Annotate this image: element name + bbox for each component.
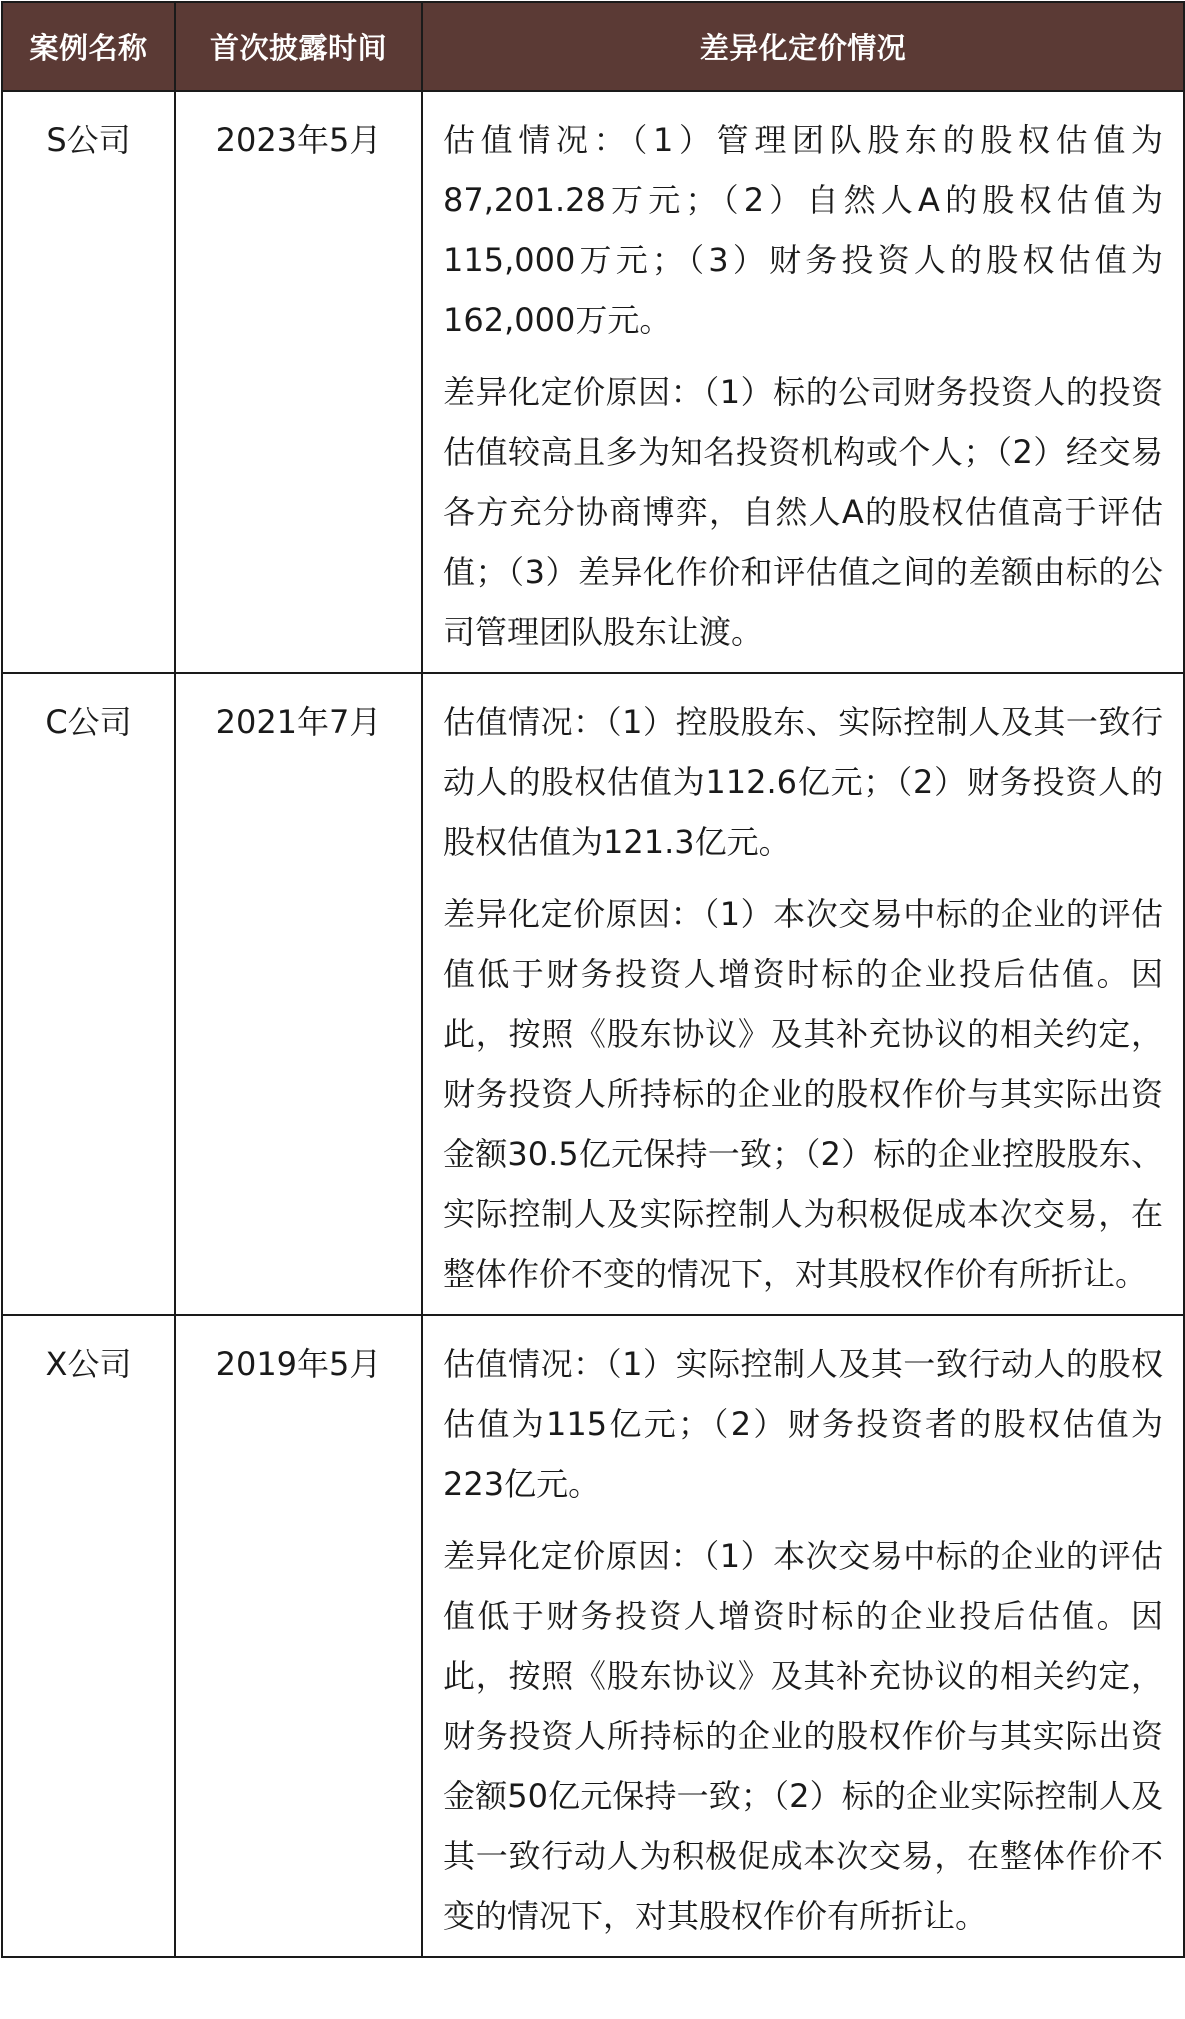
disclosure-date-cell: 2019年5月 — [175, 1315, 422, 1957]
table-header — [2, 2, 1184, 91]
valuation-text: 估值情况：（1）实际控制人及其一致行动人的股权估值为115亿元；（2）财务投资者的股权估值为223亿元。 — [443, 1345, 1163, 1503]
case-name-cell: X公司 — [2, 1315, 175, 1957]
valuation-text: 估值情况：（1）控股股东、实际控制人及其一致行动人的股权估值为112.6亿元；（2）财务投资人的股权估值为121.3亿元。 — [443, 703, 1163, 861]
table-body — [2, 91, 1184, 1957]
pricing-reason-text: 差异化定价原因：（1）标的公司财务投资人的投资估值较高且多为知名投资机构或个人；（2）经交易各方充分协商博弈，自然人A的股权估值高于评估值；（3）差异化作价和评估值之间的差额由标的公司管理团队股东让渡。 — [443, 373, 1163, 651]
case-name-cell: C公司 — [2, 673, 175, 1315]
header-row — [2, 2, 1184, 91]
disclosure-date-cell: 2021年7月 — [175, 673, 422, 1315]
table-row — [2, 1315, 1184, 1957]
table-row — [2, 91, 1184, 673]
pricing-detail-cell — [422, 673, 1184, 1315]
header-case-name: 案例名称 — [2, 2, 175, 91]
disclosure-date-cell: 2023年5月 — [175, 91, 422, 673]
case-comparison-table — [1, 1, 1185, 1958]
case-name-cell: S公司 — [2, 91, 175, 673]
table-row — [2, 673, 1184, 1315]
pricing-reason-text: 差异化定价原因：（1）本次交易中标的企业的评估值低于财务投资人增资时标的企业投后估值。因此，按照《股东协议》及其补充协议的相关约定，财务投资人所持标的企业的股权作价与其实际出资金额30.5亿元保持一致；（2）标的企业控股股东、实际控制人及实际控制人为积极促成本次交易，在整体作价不变的情况下，对其股权作价有所折让。 — [443, 895, 1163, 1293]
pricing-detail-cell — [422, 91, 1184, 673]
header-first-disclosure-date: 首次披露时间 — [175, 2, 422, 91]
pricing-reason-text: 差异化定价原因：（1）本次交易中标的企业的评估值低于财务投资人增资时标的企业投后估值。因此，按照《股东协议》及其补充协议的相关约定，财务投资人所持标的企业的股权作价与其实际出资金额50亿元保持一致；（2）标的企业实际控制人及其一致行动人为积极促成本次交易，在整体作价不变的情况下，对其股权作价有所折让。 — [443, 1537, 1163, 1935]
pricing-detail-cell — [422, 1315, 1184, 1957]
header-differentiated-pricing: 差异化定价情况 — [422, 2, 1184, 91]
valuation-text: 估值情况：（1）管理团队股东的股权估值为87,201.28万元；（2）自然人A的股权估值为115,000万元；（3）财务投资人的股权估值为162,000万元。 — [443, 121, 1163, 339]
